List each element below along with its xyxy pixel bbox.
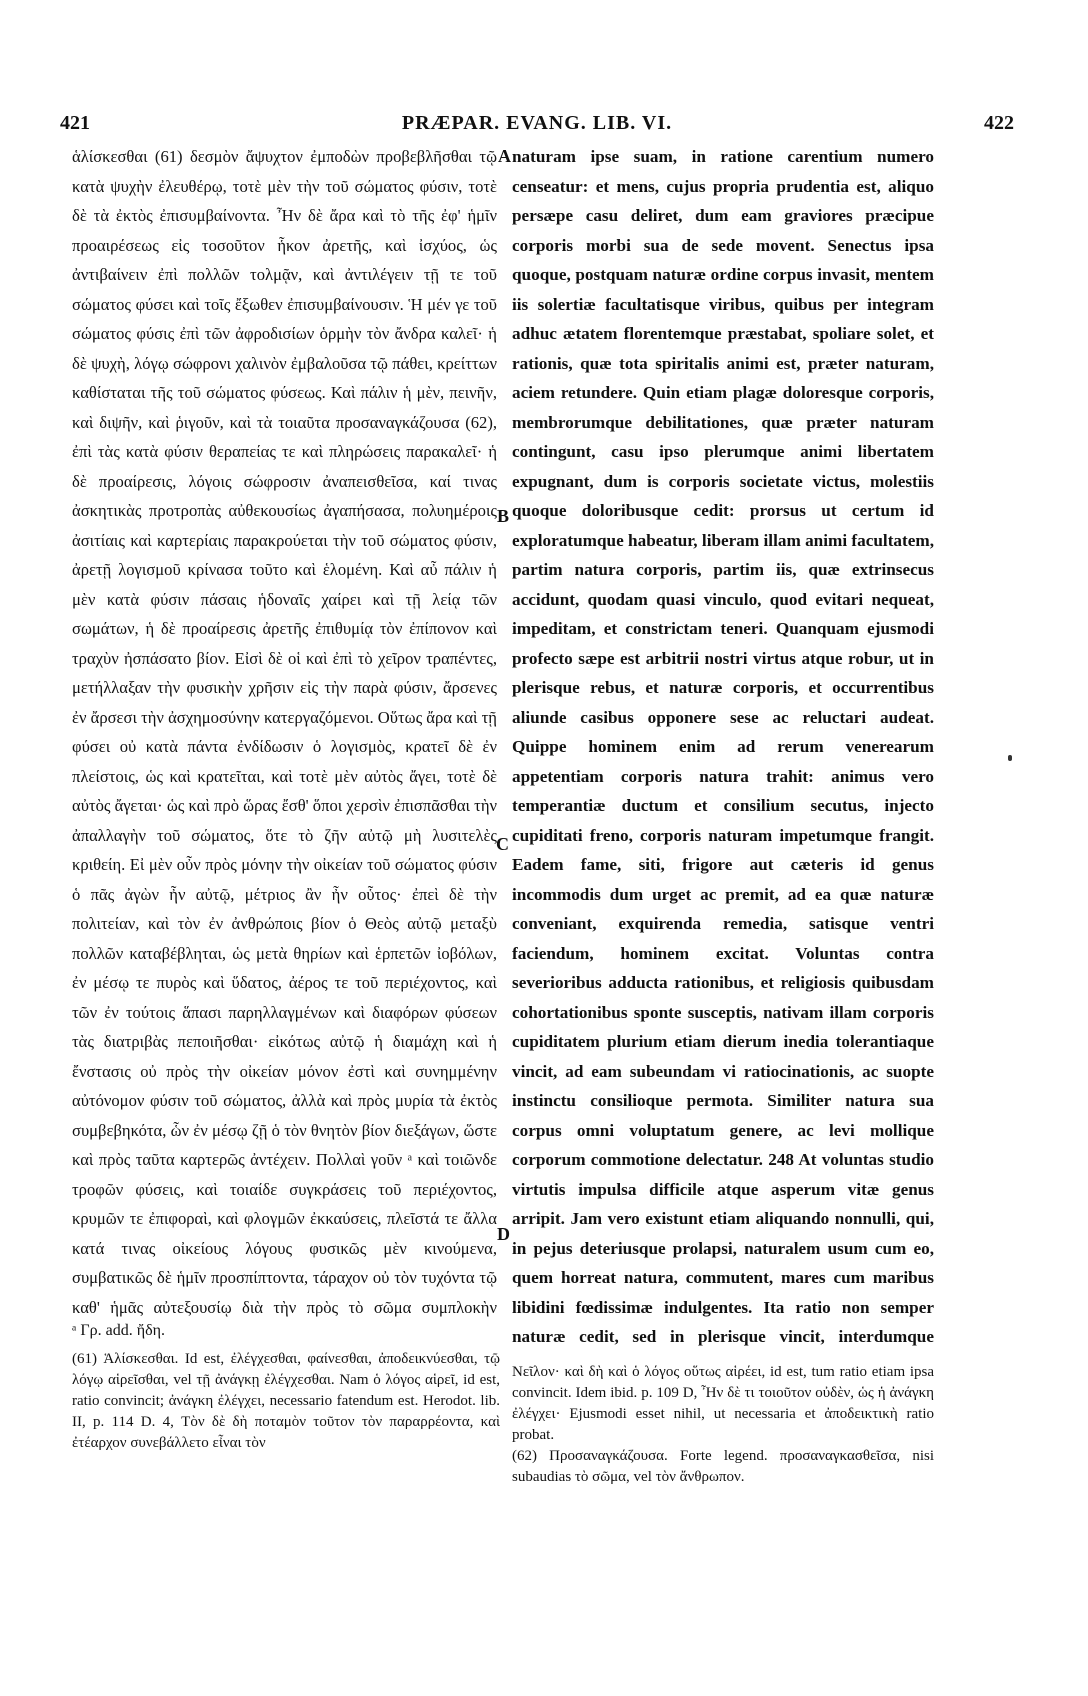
ink-mark [1008,755,1012,761]
variant-note: ᵃ Γρ. add. ἤδη. [72,1322,165,1339]
right-page-number: 422 [984,112,1014,134]
margin-letter-b: B [497,506,510,526]
latin-text: naturam ipse suam, in ratione carentium numero censeatur: et mens, cujus propria prudentia est, aliquo persæpe casu deliret, dum eam graviores præcipue corporis morbi sua de sede movent. Senectus ipsa quoque, postquam naturæ ordine corpus invasit, mentem iis solertiæ facultatisque viribus, quibus per integram adhuc ætatem florentemque præstabat, spoliare solet, et rationis, quæ tota spiritalis animi est, præter naturam, aciem retundere. Quin etiam plagæ doloresque corporis, membrorumque debilitationes, quæ præter naturam contingunt, casu ipso plerumque animi libertatem expugnant, dum is corporis societate victus, molestiis quoque doloribusque cedit: prorsus ut certum id exploratumque habeatur, liberam illam animi facultatem, partim natura corporis, partim iis, quæ extrinsecus accidunt, quodam quasi vinculo, quod evitari nequeat, impeditam, et constrictam teneri. Quanquam ejusmodi profecto sæpe est arbitrii nostri virtus atque robur, ut in plerisque rebus, et naturæ corporis, et occurrentibus aliunde casibus opponere sese ac reluctari audeat. Quippe hominem enim ad rerum venerearum appetentiam corporis natura trahit: animus vero temperantiæ ductum et consilium secutus, injecto cupiditati freno, corporis naturam impetumque frangit. Eadem fame, siti, frigore aut cæteris id genus incommodis dum urget ac premit, ad ea quæ naturæ conveniant, exquirenda remedia, satisque ventri faciendum, hominem excitat. Voluntas contra severioribus adducta rationibus, et religiosis quibusdam cohortationibus sponte susceptis, nativam illam corporis cupiditatem plurium etiam dierum inedia tolerantiaque vincit, ad eam subeundam vi ratiocinationis, ac suopte instinctu consilioque permota. Similiter natura sua corpus omni voluptatum genere, ac levi mollique corporum commotione delectatur. 248 At voluntas studio virtutis impulsa difficile atque asperum vitæ genus arripit. Jam vero existunt etiam aliquando nonnulli, qui, in pejus deteriusque prolapsi, naturalem usum cum eo, quem horreat natura, commutent, mares cum maribus libidini fœdissimæ indulgentes. Ita ratio non semper naturæ cedit, sed in plerisque vincit, interdumque [512,147,934,1346]
footnote-61: (61) Ἁλίσκεσθαι. Id est, ἐλέγχεσθαι, φαίνεσθαι, ἀποδεικνύεσθαι, τῷ λόγῳ αἱρεῖσθαι, vel τῇ ἀνάγκῃ ἐλέγχεσθαι. Nam ὁ λόγος αἱρεῖ, id est, ratio convincit; ἀνάγκη ἐλέγχει, necessario fatendum est. Herodot. lib. II, p. 114 D. 4, Τὸν δὲ δὴ ποταμὸν τοῦτον τὸν παραρρέοντα, καὶ ἐτέαρχον συνεβάλλετο εἶναι τὸν [72,1351,500,1451]
footnote-61-continued: Νεῖλον· καὶ δὴ καὶ ὁ λόγος οὕτως αἱρέει, id est, tum ratio etiam ipsa convincit. Idem ibid. p. 109 D, Ἦν δὲ τι τοιοῦτον οὐδὲν, ὡς ἡ ἀνάγκη ἐλέγχει· Ejusmodi esset nihil, ut necessaria et ἀποδεικτικὴ ratio probat. [512,1364,934,1443]
greek-column [72,142,497,1317]
margin-letter-a: A [498,146,511,166]
running-header [60,112,1014,142]
left-page-number: 421 [60,112,90,134]
footnote-62: (62) Προσαναγκάζουσα. Forte legend. προσαναγκασθεῖσα, nisi subaudias τὸ σῶμα, vel τὸν ἄνθρωπον. [512,1448,934,1485]
footnotes-right [512,1362,934,1488]
margin-letter-c: C [496,834,509,854]
running-title: PRÆPAR. EVANG. LIB. VI. [401,112,673,134]
latin-column [512,142,934,1352]
greek-text: ἁλίσκεσθαι (61) δεσμὸν ἄψυχτον ἐμποδὼν προβεβλῆσθαι τῷ κατὰ ψυχὴν ἐλευθέρῳ, τοτὲ μὲν τὴν τοῦ σώματος φύσιν, τοτὲ δὲ τὰ ἐκτὸς ἐπισυμβαίνοντα. Ἦν δὲ ἄρα καὶ τὸ τῆς ἐφ' ἡμῖν προαιρέσεως εἰς τοσοῦτον ἧκον ἀρετῆς, καὶ ἰσχύος, ὡς ἀντιβαίνειν ἐπὶ πολλῶν τολμᾷν, καὶ ἀντιλέγειν τῇ τε τοῦ σώματος φύσει καὶ τοῖς ἔξωθεν ἐπισυμβαίνουσιν. Ἡ μέν γε τοῦ σώματος φύσις ἐπὶ τῶν ἀφροδισίων ὁρμὴν τὸν ἄνδρα καλεῖ· ἡ δὲ ψυχὴ, λόγῳ σώφρονι χαλινὸν ἐμβαλοῦσα τῷ πάθει, κρείττων καθίσταται τῆς τοῦ σώματος φύσεως. Καὶ πάλιν ἡ μὲν, πεινῆν, καὶ διψῆν, καὶ ῥιγοῦν, καὶ τὰ τοιαῦτα προσαναγκάζουσα (62), ἐπὶ τὰς κατὰ φύσιν θεραπείας τε καὶ πληρώσεις παρακαλεῖ· ἡ δὲ προαίρεσις, λόγοις σώφροσιν ἀναπεισθεῖσα, καί τινας ἀσκητικὰς προτροπὰς αὐθεκουσίως ἀγαπήσασα, πολυημέροις ἀσιτίαις καὶ καρτερίαις παρακρούεται τὴν τοῦ σώματος φύσιν, ἀρετῇ λογισμοῦ κρίνασα τοῦτο καὶ ἑλομένη. Καὶ αὖ πάλιν ἡ μὲν κατὰ φύσιν πάσαις ἡδοναῖς χαίρει καὶ τῇ λείᾳ τῶν σωμάτων, ἡ δὲ προαίρεσις ἀρετῆς ἐπιθυμίᾳ τὸν ἐπίπονον καὶ τραχὺν ἠσπάσατο βίον. Εἰσὶ δὲ οἱ καὶ ἐπὶ τὸ χεῖρον τραπέντες, μετήλλαξαν τὴν φυσικὴν χρῆσιν εἰς τὴν παρὰ φύσιν, ἄρσενες ἐν ἄρσεσι τὴν ἀσχημοσύνην κατεργαζόμενοι. Οὕτως ἄρα καὶ τῇ φύσει οὐ κατὰ πάντα ἐνδίδωσιν ὁ λογισμὸς, κρατεῖ δὲ ἐν πλείστοις, ὡς καὶ κρατεῖται, καὶ τοτὲ μὲν αὐτὸς ἄγει, τοτὲ δὲ αὐτὸς ἄγεται· ὡς καὶ πρὸ ὥρας ἔσθ' ὅποι χερσὶν ἐπισπᾶσθαι τὴν ἀπαλλαγὴν τοῦ σώματος, ὅτε τὸ ζῆν αὐτῷ μὴ λυσιτελὲς κριθείη. Εἰ μὲν οὖν πρὸς μόνην τὴν οἰκείαν τοῦ σώματος φύσιν ὁ πᾶς ἀγὼν ἦν αὐτῷ, μέτριος ἂν ἦν οὗτος· ἐπεὶ δὲ τὴν πολιτείαν, καὶ τὸν ἐν ἀνθρώποις βίον ὁ Θεὸς αὐτῷ μεταξὺ πολλῶν καταβέβληται, ὡς μετὰ θηρίων καὶ ἑρπετῶν ἰοβόλων, ἐν μέσῳ τε πυρὸς καὶ ὕδατος, ἀέρος τε τοῦ περιέχοντος, καὶ τῶν ἐν τούτοις ἅπασι παρηλλαγμένων καὶ διαφόρων φύσεων τὰς διατριβὰς πεποιῆσθαι· εἰκότως αὐτῷ ἡ διαμάχη καὶ ἡ ἔνστασις οὐ πρὸς τὴν οἰκείαν μόνον ἐστὶ καὶ συνημμένην αὐτόνομον φύσιν τοῦ σώματος, ἀλλὰ καὶ πρὸς μυρία τὰ ἐκτὸς συμβεβηκότα, ὧν ἐν μέσῳ ζῇ ὁ τὸν θνητὸν βίον διεξάγων, ὥστε καὶ πρὸς ταῦτα καρτερῶς ἀντέχειν. Πολλαὶ γοῦν ᵃ καὶ τοιῶνδε τροφῶν φύσεις, καὶ τοιαίδε συγκράσεις τοῦ περιέχοντος, κρυμῶν τε ἐπιφοραὶ, καὶ φλογμῶν ἐκκαύσεις, πλεῖστά τε ἄλλα κατά τινας οἰκείους λόγους φυσικῶς μὲν κινούμενα, συμβατικῶς δὲ ἡμῖν προσπίπτοντα, τάραχον οὐ τὸν τυχόντα τῷ καθ' ἡμᾶς αὐτεξουσίῳ διὰ τὴν πρὸς τὸ σῶμα συμπλοκὴν [72,147,497,1317]
footnotes-left [72,1320,500,1454]
margin-letter-d: D [497,1224,510,1244]
